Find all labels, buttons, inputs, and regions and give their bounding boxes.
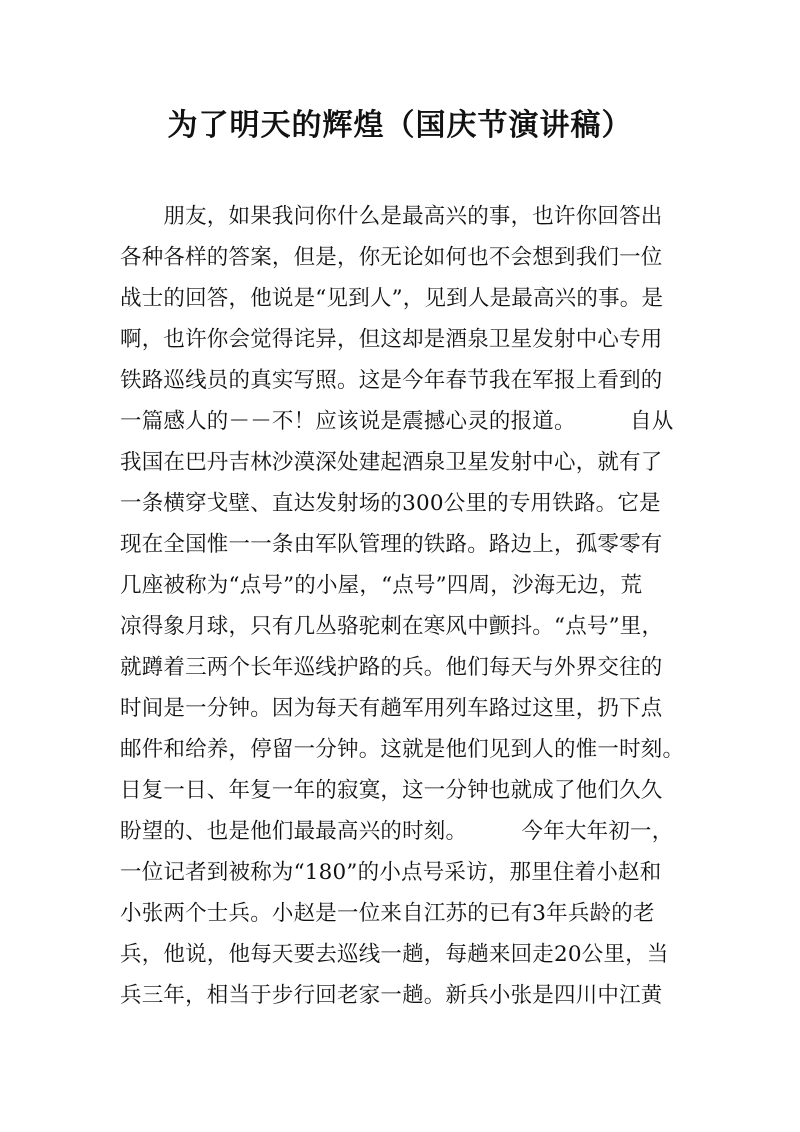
text-line: 小张两个士兵。小赵是一位来自江苏的已有3年兵龄的老 bbox=[120, 901, 655, 926]
text-line: 一位记者到被称为“180”的小点号采访，那里住着小赵和 bbox=[120, 860, 662, 885]
text-line: 一篇感人的－－不！应该说是震撼心灵的报道。 自从 bbox=[120, 409, 674, 434]
text-line: 铁路巡线员的真实写照。这是今年春节我在军报上看到的 bbox=[120, 368, 663, 393]
text-line: 各种各样的答案，但是，你无论如何也不会想到我们一位 bbox=[120, 245, 663, 270]
text-line: 几座被称为“点号”的小屋，“点号”四周，沙海无边，荒 bbox=[120, 573, 643, 598]
text-line: 邮件和给养，停留一分钟。这就是他们见到人的惟一时刻。 bbox=[120, 737, 685, 762]
text-line: 凉得象月球，只有几丛骆驼刺在寒风中颤抖。“点号”里， bbox=[120, 614, 664, 639]
text-line: 现在全国惟一一条由军队管理的铁路。路边上，孤零零有 bbox=[120, 532, 663, 557]
text-line: 朋友，如果我问你什么是最高兴的事，也许你回答出 bbox=[120, 204, 663, 229]
text-line: 就蹲着三两个长年巡线护路的兵。他们每天与外界交往的 bbox=[120, 655, 663, 680]
text-line: 兵三年，相当于步行回老家一趟。新兵小张是四川中江黄 bbox=[120, 983, 663, 1008]
text-line: 我国在巴丹吉林沙漠深处建起酒泉卫星发射中心，就有了 bbox=[120, 450, 663, 475]
text-line: 盼望的、也是他们最最高兴的时刻。 今年大年初一， bbox=[120, 819, 674, 844]
text-line: 啊，也许你会觉得诧异，但这却是酒泉卫星发射中心专用 bbox=[120, 327, 663, 352]
document-title: 为了明天的辉煌（国庆节演讲稿） bbox=[167, 108, 633, 143]
text-line: 战士的回答，他说是“见到人”，见到人是最高兴的事。是 bbox=[120, 286, 664, 311]
text-line: 兵，他说，他每天要去巡线一趟，每趟来回走20公里，当 bbox=[120, 942, 669, 967]
text-line: 日复一日、年复一年的寂寞，这一分钟也就成了他们久久 bbox=[120, 778, 663, 803]
text-line: 一条横穿戈壁、直达发射场的300公里的专用铁路。它是 bbox=[120, 491, 661, 516]
text-line: 时间是一分钟。因为每天有趟军用列车路过这里，扔下点 bbox=[120, 696, 663, 721]
document-body bbox=[120, 196, 690, 1016]
